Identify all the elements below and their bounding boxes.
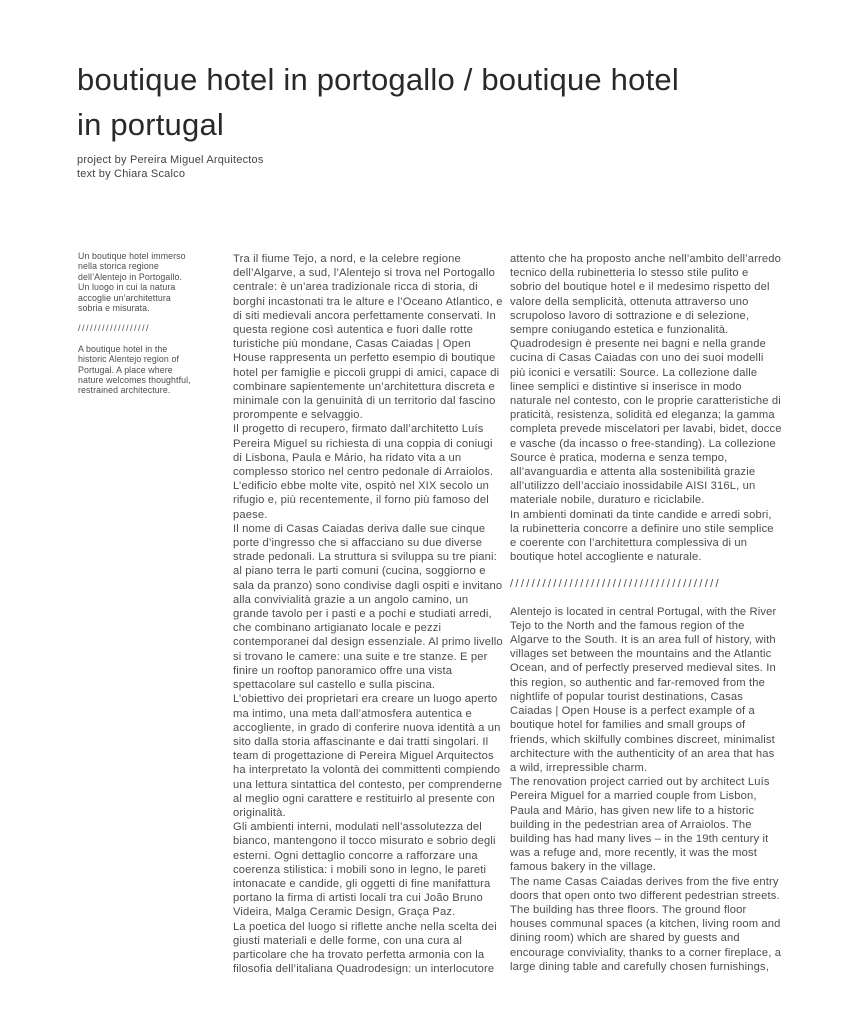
standfirst-sidebar xyxy=(78,251,196,396)
body-paragraph: Gli ambienti interni, modulati nell’assolutezza del bianco, mantengono il tocco misurato e sobrio degli esterni. Ogni dettaglio concorre a rafforzare una coerenza stilistica: i mobili sono in legno, le pareti intonacate e candide, gli oggetti di fine manifattura portano la firma di artisti locali tra cui João Bruno Videira, Malga Ceramic Design, Graça Paz. xyxy=(233,821,496,919)
body-paragraph: Alentejo is located in central Portugal, with the River Tejo to the North and the famous region of the Algarve to the South. It is an area full of history, with villages set between the mountains and the Atlantic Ocean, and of perfectly preserved medieval sites. In this region, so authentic and far-removed from the nightlife of popular tourist destinations, Casas Caiadas | Open House is a perfect example of a boutique hotel for families and small groups of friends, which skilfully combines discreet, minimalist architecture with the authenticity of an area that has a wild, irrepressible charm. xyxy=(510,605,777,774)
slash-separator-large: /////////////////////////////////////// xyxy=(510,578,721,591)
body-column-mixed xyxy=(510,252,782,974)
standfirst-italian: Un boutique hotel immerso nella storica regione dell’Alentejo in Portogallo. Un luogo in cui la natura accoglie un’architettura sobria e misurata. xyxy=(78,251,186,314)
body-paragraph: In ambienti dominati da tinte candide e arredi sobri, la rubinetteria concorre a definire uno stile semplice e coerente con l’architettura complessiva di un boutique hotel accogliente e naturale. xyxy=(510,508,774,564)
standfirst-english: A boutique hotel in the historic Alentejo region of Portugal. A place where nature welcomes thoughtful, restrained architecture. xyxy=(78,343,191,396)
body-paragraph: La poetica del luogo si riflette anche nella scelta dei giusti materiali e delle forme, con una cura al particolare che ha trovato perfetta armonia con la filosofia dell’italiana Quadrodesign: un interlocutore xyxy=(233,920,497,976)
body-paragraph: The name Casas Caiadas derives from the five entry doors that open onto two different pedestrian streets. The building has three floors. The ground floor houses communal spaces (a kitchen, living room and dining room) which are shared by guests and encourage conviviality, thanks to a corner fireplace, a large dining table and carefully chosen furnishings, xyxy=(510,875,782,973)
page-title-line-1: boutique hotel in portogallo / boutique hotel xyxy=(77,62,679,97)
credits-block xyxy=(77,154,679,181)
body-paragraph: Tra il fiume Tejo, a nord, e la celebre regione dell’Algarve, a sud, l’Alentejo si trova nel Portogallo centrale: è un’area tradizionale ricca di storia, di borghi incastonati tra le alture e l’Oceano Atlantico, e di siti medievali ancora perfettamente conservati. In questa regione così autentica e fuori dalle rotte turistiche più mondane, Casas Caiadas | Open House rappresenta un perfetto esempio di boutique hotel per famiglie e piccoli gruppi di amici, capace di combinare sapientemente un’architettura discreta e minimale con la genuinità di un territorio dal fascino prorompente e selvaggio. xyxy=(233,253,503,422)
page-title-line-2: in portugal xyxy=(77,107,224,142)
body-paragraph: Il nome di Casas Caiadas deriva dalle sue cinque porte d’ingresso che si affacciano su due diverse strade pedonali. La struttura si sviluppa su tre piani: al piano terra le parti comuni (cucina, soggiorno e sala da pranzo) sono condivise dagli ospiti e invitano alla convivialità grazie a un angolo camino, un grande tavolo per i pasti e a pochi e studiati arredi, che combinano artigianato locale e pezzi contemporanei dal design essenziale. Al primo livello si trovano le camere: una suite e tre stanze. E per finire un rooftop panoramico offre una vista spettacolare sul castello e sulla piscina. xyxy=(233,522,503,692)
body-paragraph: Il progetto di recupero, firmato dall’architetto Luís Pereira Miguel su richiesta di una coppia di coniugi di Lisbona, Paula e Mário, ha ridato vita a un complesso storico nel centro pedonale di Arraiolos. L’edificio ebbe molte vite, ospitò nel XIX secolo un rifugio e, più recentemente, il forno più famoso del paese. xyxy=(233,423,494,521)
credit-project: project by Pereira Miguel Arquitectos xyxy=(77,154,264,166)
body-paragraph: The renovation project carried out by architect Luís Pereira Miguel for a married couple from Lisbon, Paula and Mário, has given new life to a historic building in the pedestrian area of Arraiolos. The building has had many lives – in the 19th century it was a refuge and, more recently, it was the most famous bakery in the village. xyxy=(510,776,770,874)
body-paragraph: Quadrodesign è presente nei bagni e nella grande cucina di Casas Caiadas con uno dei suoi modelli più iconici e versatili: Source. La collezione dalle linee semplici e distintive si inserisce in modo naturale nel contesto, con le proprie caratteristiche di praticità, resistenza, solidità ed eleganza; la gamma completa prevede miscelatori per lavabi, bidet, docce e vasche (da incasso o free-standing). La collezione Source è pratica, moderna e senza tempo, all’avanguardia e attenta alla sostenibilità grazie all’utilizzo dell’acciaio inossidabile AISI 316L, un materiale nobile, duraturo e riciclabile. xyxy=(510,338,782,507)
body-paragraph: attento che ha proposto anche nell’ambito dell’arredo tecnico della rubinetteria lo stesso stile pulito e sobrio del boutique hotel e il medesimo rispetto del valore della semplicità, ottenuta attraverso uno scrupoloso lavoro di sottrazione e di selezione, sempre coniugando estetica e funzionalità. xyxy=(510,253,782,337)
body-column-italian xyxy=(233,252,503,976)
body-paragraph: L’obiettivo dei proprietari era creare un luogo aperto ma intimo, una meta dall’atmosfera autentica e accogliente, in grado di conferire nuova identità a un sito dalla storia affascinante e dai tratti singolari. Il team di progettazione di Pereira Miguel Arquitectos ha interpretato la volontà dei committenti compiendo una lettura sintattica del contesto, per comprenderne al meglio ogni carattere e restituirlo al presente con originalità. xyxy=(233,693,503,819)
slash-separator-small: ////////////////// xyxy=(78,323,151,334)
page-title xyxy=(77,57,679,147)
credit-text-author: text by Chiara Scalco xyxy=(77,167,186,180)
article-header xyxy=(77,57,679,181)
